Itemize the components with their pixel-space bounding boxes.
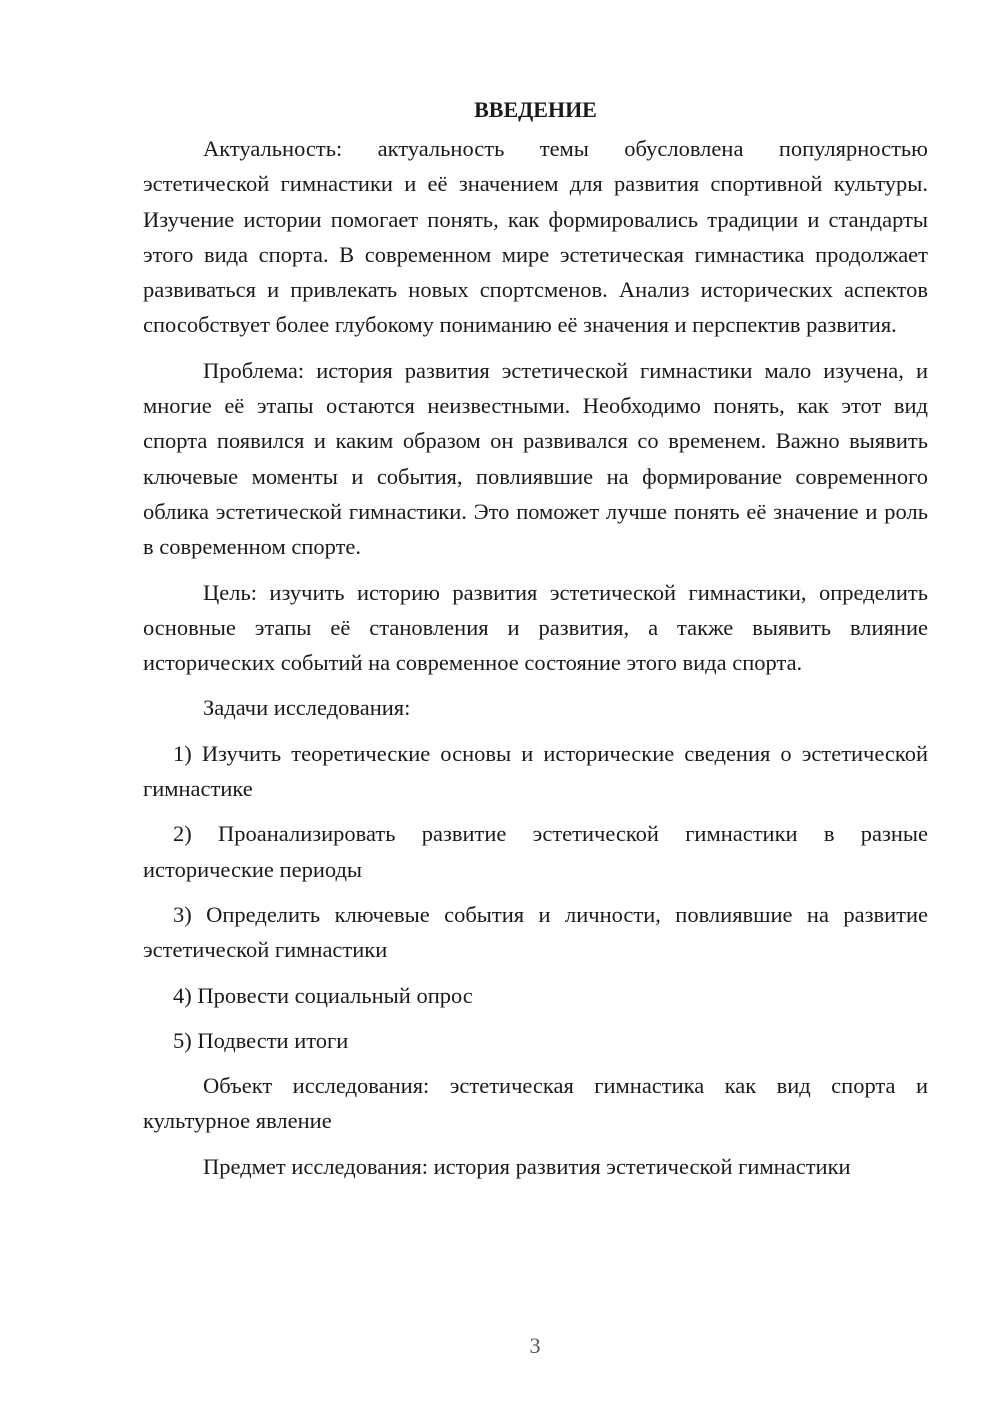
tasks-heading: Задачи исследования: xyxy=(203,695,411,721)
document-title: ВВЕДЕНИЕ xyxy=(474,97,597,122)
task-item: 1) Изучить теоретические основы и исторические сведения о эстетической гимнастике xyxy=(143,740,928,802)
problem-paragraph: Проблема: история развития эстетической гимнастики мало изучена, и многие её этапы остаются неизвестными. Необходимо понять, как этот вид спорта появился и каким образом он развивался со временем. Важно выявить ключевые моменты и события, повлиявшие на формирование современного облика эстетической гимнастики. Это поможет лучше понять её значение и роль в современном спорте. xyxy=(143,357,928,560)
task-item: 4) Провести социальный опрос xyxy=(173,982,473,1008)
page-number: 3 xyxy=(529,1333,541,1358)
task-item: 3) Определить ключевые события и личности, повлиявшие на развитие эстетической гимнастики xyxy=(143,901,928,963)
object-paragraph: Объект исследования: эстетическая гимнастика как вид спорта и культурное явление xyxy=(143,1073,928,1134)
subject-paragraph: Предмет исследования: история развития эстетической гимнастики xyxy=(203,1153,851,1179)
document-page xyxy=(143,92,928,1194)
task-item: 5) Подвести итоги xyxy=(173,1027,349,1053)
task-item: 2) Проанализировать развитие эстетической гимнастики в разные исторические периоды xyxy=(143,821,928,882)
goal-paragraph: Цель: изучить историю развития эстетической гимнастики, определить основные этапы её становления и развития, а также выявить влияние исторических событий на современное состояние этого вида спорта. xyxy=(143,579,928,676)
relevance-paragraph: Актуальность: актуальность темы обусловлена популярностью эстетической гимнастики и её значением для развития спортивной культуры. Изучение истории помогает понять, как формировались традиции и стандарты этого вида спорта. В современном мире эстетическая гимнастика продолжает развиваться и привлекать новых спортсменов. Анализ исторических аспектов способствует более глубокому пониманию её значения и перспектив развития. xyxy=(143,136,928,338)
